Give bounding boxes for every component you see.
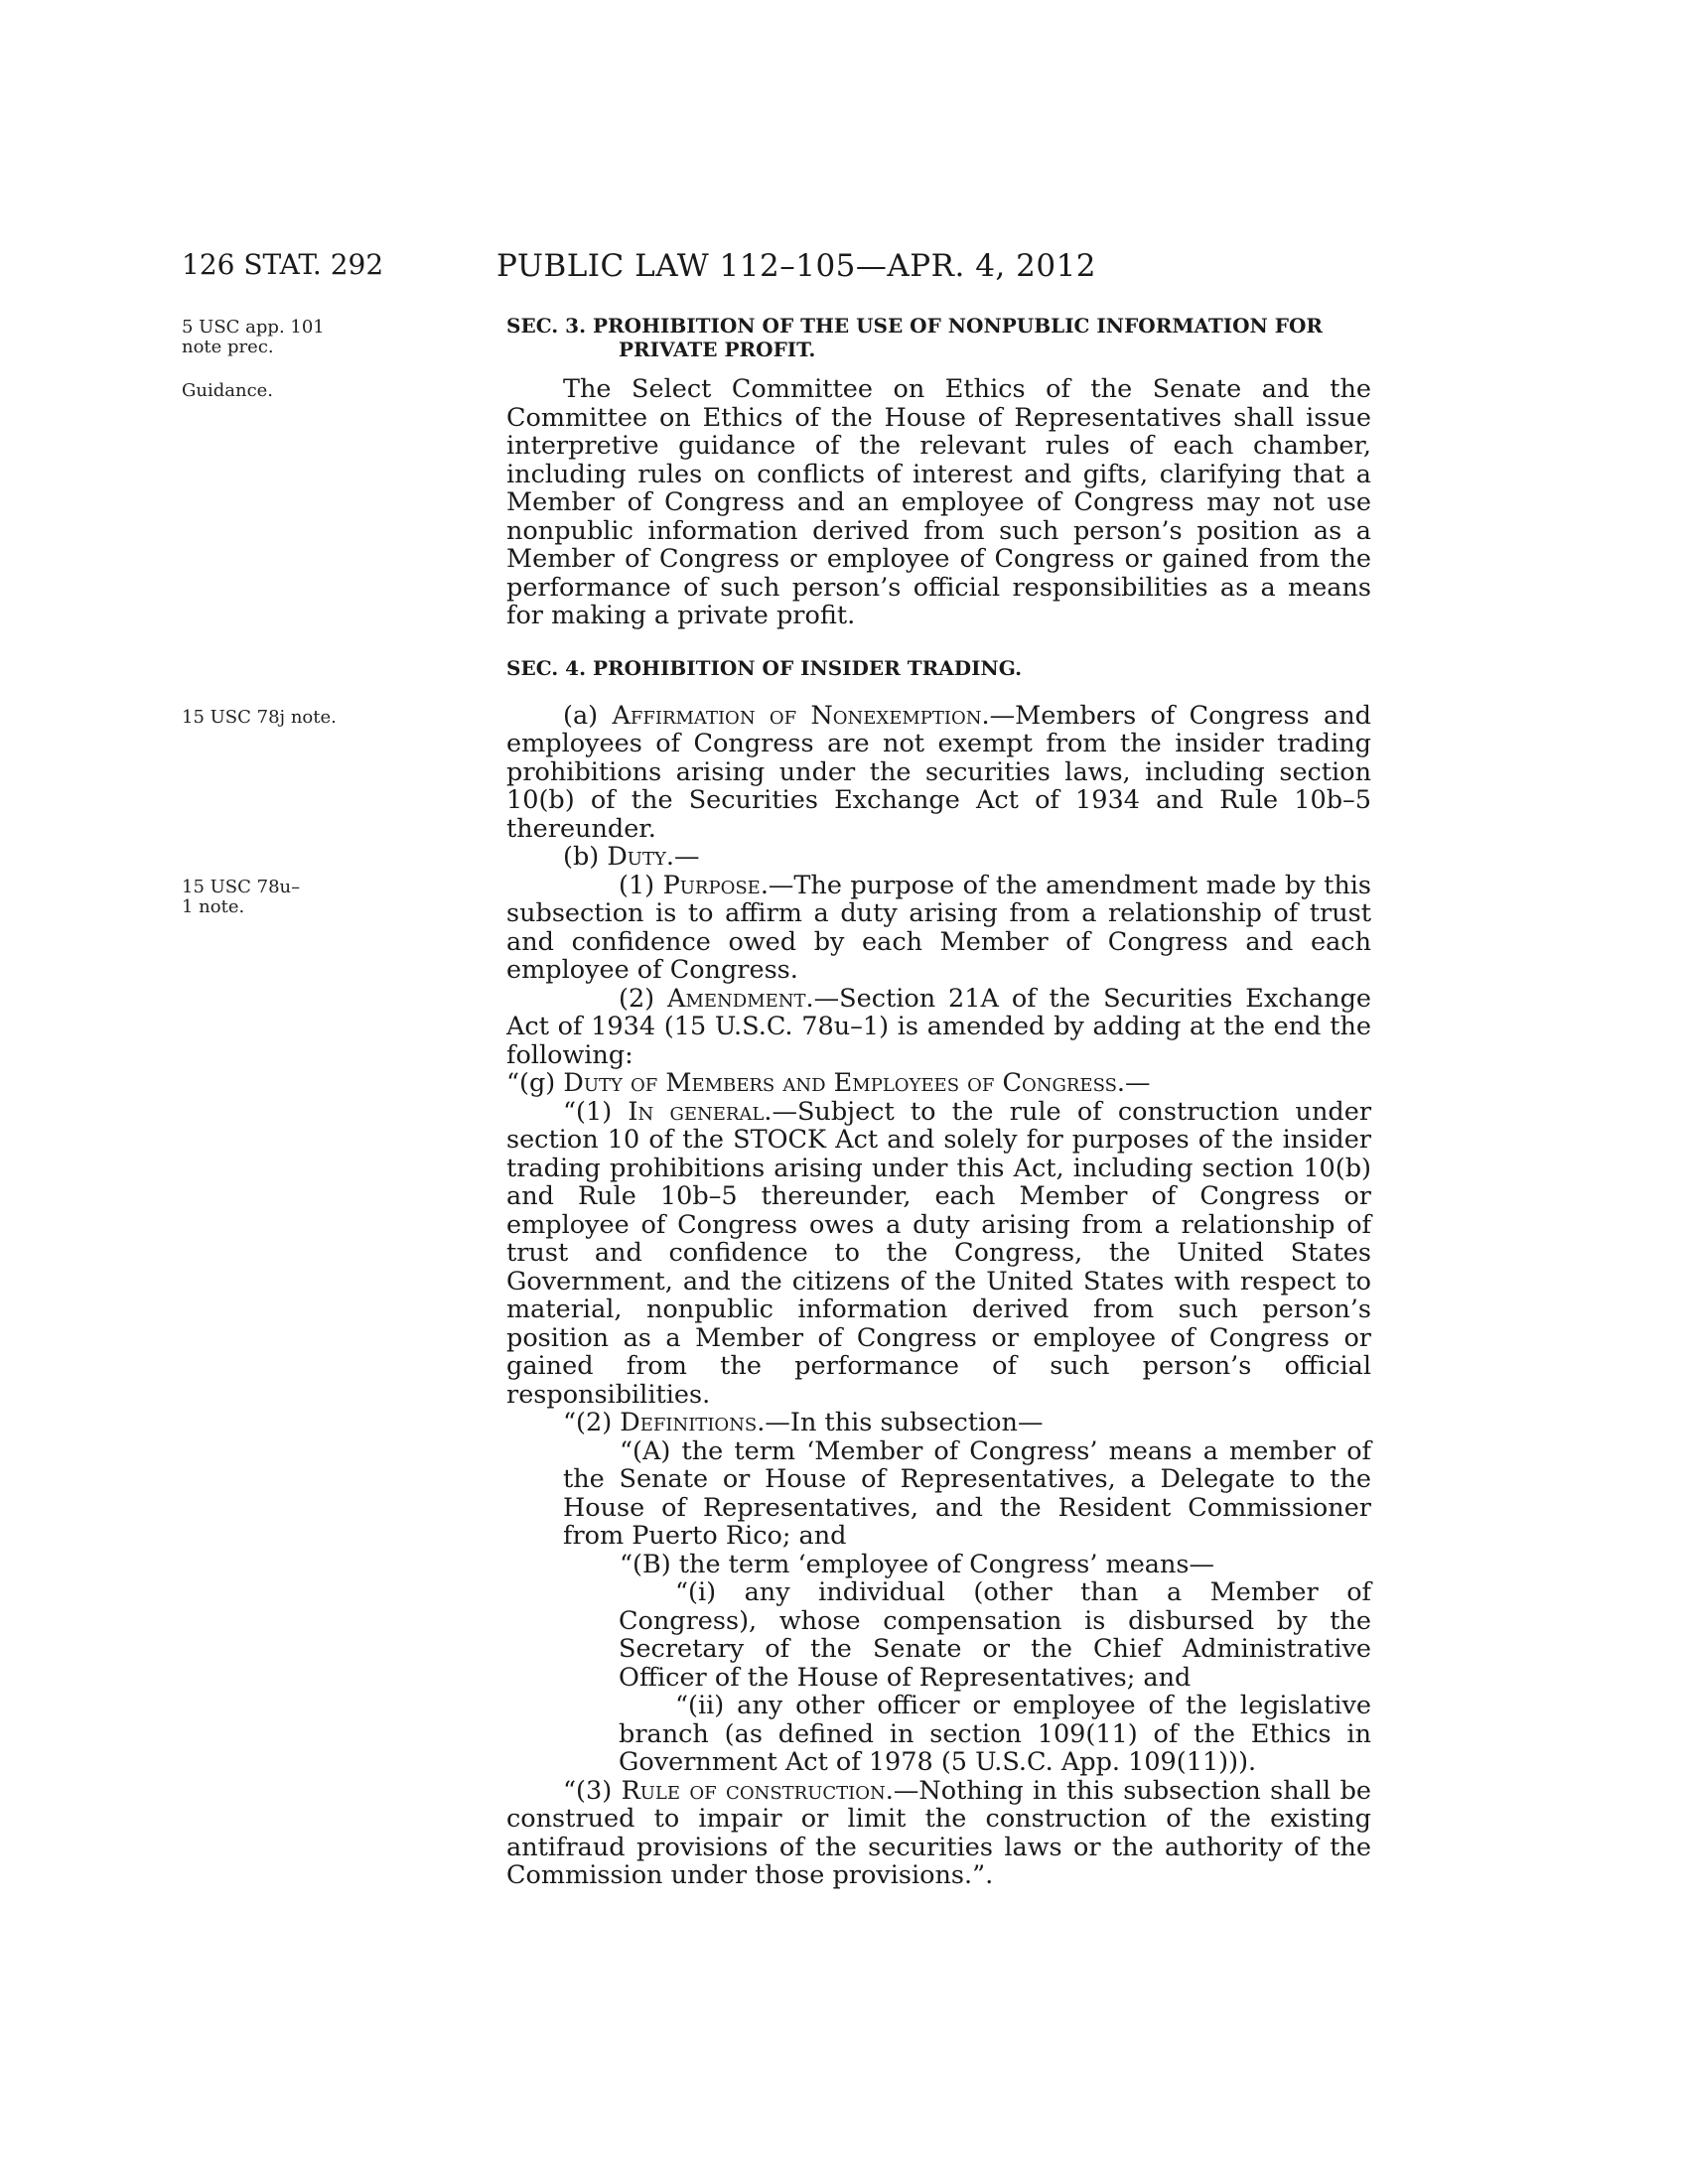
sec4-a xyxy=(506,702,1371,872)
sec4-a-caption: Affirmation of Nonexemption xyxy=(612,700,982,731)
running-title: PUBLIC LAW 112–105—APR. 4, 2012 xyxy=(496,248,1097,284)
margin-note-78u: 15 USC 78u–1 note. xyxy=(182,876,301,917)
sec4-a-text: .—Members of Congress and employees of Congress are not exempt from the insider trading prohibitions arising under the securities laws, including section 10(b) of the Securities Exchange Act of 1934 and Rule 10b–5 thereunder. xyxy=(506,700,1371,844)
sec3-paragraph: The Select Committee on Ethics of the Senate and the Committee on Ethics of the House of Representatives shall issue interpretive guidance of the relevant rules of each chamber, including rules on conflicts of interest and gifts, clarifying that a Member of Congress and an employee of Congress may not use nonpublic information derived from such person’s position as a Member of Congress or employee of Congress or gained from the performance of such person’s official responsibilities as a means for making a private profit. xyxy=(506,374,1371,630)
sec4-a-paragraph xyxy=(506,702,1371,844)
sec4-b2-label: (2) xyxy=(619,983,668,1014)
sec4-b1-row xyxy=(0,872,1688,1890)
sec4-heading: SEC. 4. PROHIBITION OF INSIDER TRADING. xyxy=(506,655,1023,680)
sec4-b2-text: .—Section 21A of the Securities Exchange Act of 1934 (15 U.S.C. 78u–1) is amended by adding at the end the following: xyxy=(506,983,1372,1070)
sec4-b2-paragraph xyxy=(506,985,1371,1070)
margin-note-guidance: Guidance. xyxy=(182,380,274,401)
sec4-b-heading xyxy=(506,843,1371,872)
g1-paragraph xyxy=(506,1098,1371,1410)
g-dash: .— xyxy=(1116,1068,1151,1098)
sec3-heading xyxy=(506,314,1371,361)
sec4-b-body xyxy=(506,872,1371,1890)
sec3-body-row xyxy=(0,375,1688,630)
sec4-heading-row xyxy=(0,656,1688,680)
sec4-b2-caption: Amendment xyxy=(667,983,806,1014)
g3-caption: Rule of construction xyxy=(621,1775,886,1806)
sec4-a-row xyxy=(0,702,1688,872)
sec3-heading-line1: SEC. 3. PROHIBITION OF THE USE OF NONPUBLIC INFORMATION FOR xyxy=(506,314,1324,338)
sec4-b-caption: Duty xyxy=(607,842,666,872)
g1-text: .—Subject to the rule of construction under section 10 of the STOCK Act and solely for purposes of the insider trading prohibitions arising under this Act, including section 10(b) and Rule 10b–5 thereunder, each Member of Congress or employee of Congress owes a duty arising from a relationship of trust and confidence to the Congress, the United States Government, and the citizens of the United States with respect to material, nonpublic information derived from such person’s position as a Member of Congress or employee of Congress or gained from the performance of such person’s official responsibilities. xyxy=(506,1096,1372,1410)
margin-note-78j: 15 USC 78j note. xyxy=(182,706,337,728)
g-heading xyxy=(506,1069,1371,1098)
g3-text: .—Nothing in this subsection shall be construed to impair or limit the construction of the existing antifraud provisions of the securities laws or the authority of the Commission under those provisions.”. xyxy=(506,1775,1372,1890)
sec4-b1-label: (1) xyxy=(619,870,663,900)
sec4-b1-paragraph xyxy=(506,872,1371,985)
g-caption: Duty of Members and Employees of Congress xyxy=(563,1068,1117,1098)
g2-label: “(2) xyxy=(563,1408,621,1437)
g1-label: “(1) xyxy=(563,1096,629,1127)
sec4-b1-caption: Purpose xyxy=(662,870,761,900)
sec3-heading-row xyxy=(0,314,1688,361)
g2-caption: Definitions xyxy=(620,1408,758,1437)
g1-caption: In general xyxy=(628,1096,765,1127)
g2-text: .—In this subsection— xyxy=(757,1408,1044,1437)
gB-paragraph: “(B) the term ‘employee of Congress’ means— xyxy=(620,1549,1215,1579)
g3-paragraph xyxy=(506,1777,1371,1890)
statute-page-ref: 126 STAT. 292 xyxy=(182,248,384,281)
sec3-heading-line2: PRIVATE PROFIT. xyxy=(619,338,816,361)
g3-label: “(3) xyxy=(563,1775,622,1806)
g2-paragraph xyxy=(506,1409,1371,1437)
sec4-b-label: (b) xyxy=(563,842,608,872)
gA-paragraph: “(A) the term ‘Member of Congress’ means a member of the Senate or House of Representatives, a Delegate to the House of Representatives, and the Resident Commissioner from Puerto Rico; and xyxy=(563,1435,1371,1551)
gBii-paragraph: “(ii) any other officer or employee of the legislative branch (as defined in section 109(11) of the Ethics in Government Act of 1978 (5 U.S.C. App. 109(11))). xyxy=(619,1691,1371,1777)
page-header xyxy=(0,248,1688,288)
page-body xyxy=(0,314,1688,1890)
sec4-b1-text: .—The purpose of the amendment made by this subsection is to affirm a duty arising from a relationship of trust and confidence owed by each Member of Congress and each employee of Congress. xyxy=(506,870,1372,985)
gBi-paragraph: “(i) any individual (other than a Member of Congress), whose compensation is disbursed by the Secretary of the Senate or the Chief Administrative Officer of the House of Representatives; and xyxy=(619,1577,1371,1693)
g-label: “(g) xyxy=(506,1068,564,1098)
sec3-body xyxy=(506,375,1371,630)
sec4-b-dash: .— xyxy=(665,842,700,872)
sec4-a-label: (a) xyxy=(563,700,613,731)
margin-note-usc-app: 5 USC app. 101 note prec. xyxy=(182,317,325,357)
